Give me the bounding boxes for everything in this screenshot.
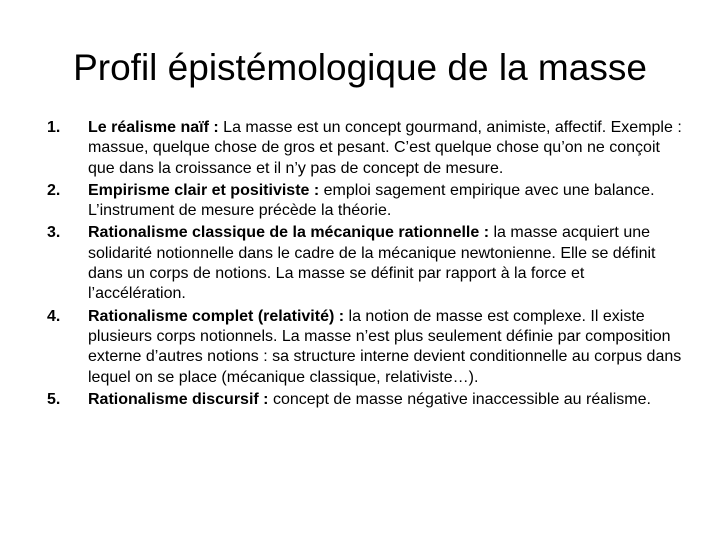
list-item-number: 1. — [47, 119, 61, 136]
numbered-list — [0, 118, 720, 412]
list-item — [0, 307, 720, 388]
slide-title: Profil épistémologique de la masse — [73, 47, 647, 88]
list-item — [0, 181, 720, 222]
list-item-number: 3. — [47, 224, 61, 242]
list-item-text: la notion de masse est complexe. Il existe plusieurs corps notionnels. La masse n’est plus seulement définie par composition externe d’autres notions : sa structure interne devient conditionnelle au corpus dans lequel on se place (mécanique classique, relativiste…). — [88, 307, 682, 386]
list-item-heading: Rationalisme complet (relativité) : — [88, 307, 345, 325]
list-item-number: 4. — [47, 307, 61, 325]
list-item-number: 5. — [47, 390, 61, 408]
list-item-heading: Rationalisme classique de la mécanique rationnelle : — [88, 224, 490, 242]
list-item-text: la masse acquiert une solidarité notionnelle dans le cadre de la mécanique newtonienne. Elle se définit dans un corps de notions. La masse se définit par rapport à la force et l’accélération. — [88, 224, 656, 303]
list-item-heading: Rationalisme discursif : — [88, 390, 269, 408]
list-item — [0, 223, 720, 304]
list-item-number: 2. — [47, 181, 61, 199]
list-item — [0, 390, 720, 410]
list-item-heading: Le réalisme naïf : — [88, 119, 219, 136]
list-item-heading: Empirisme clair et positiviste : — [88, 181, 320, 199]
list-item-text: emploi sagement empirique avec une balance. L’instrument de mesure précède la théorie. — [88, 181, 655, 220]
list-item-text: La masse est un concept gourmand, animiste, affectif. Exemple : massue, quelque chose de gros et pesant. C’est quelque chose qu’on ne conçoit que dans la croissance et il n’y pas de concept de mesure. — [88, 119, 682, 177]
list-item — [0, 118, 720, 179]
list-item-text: concept de masse négative inaccessible au réalisme. — [268, 390, 651, 408]
